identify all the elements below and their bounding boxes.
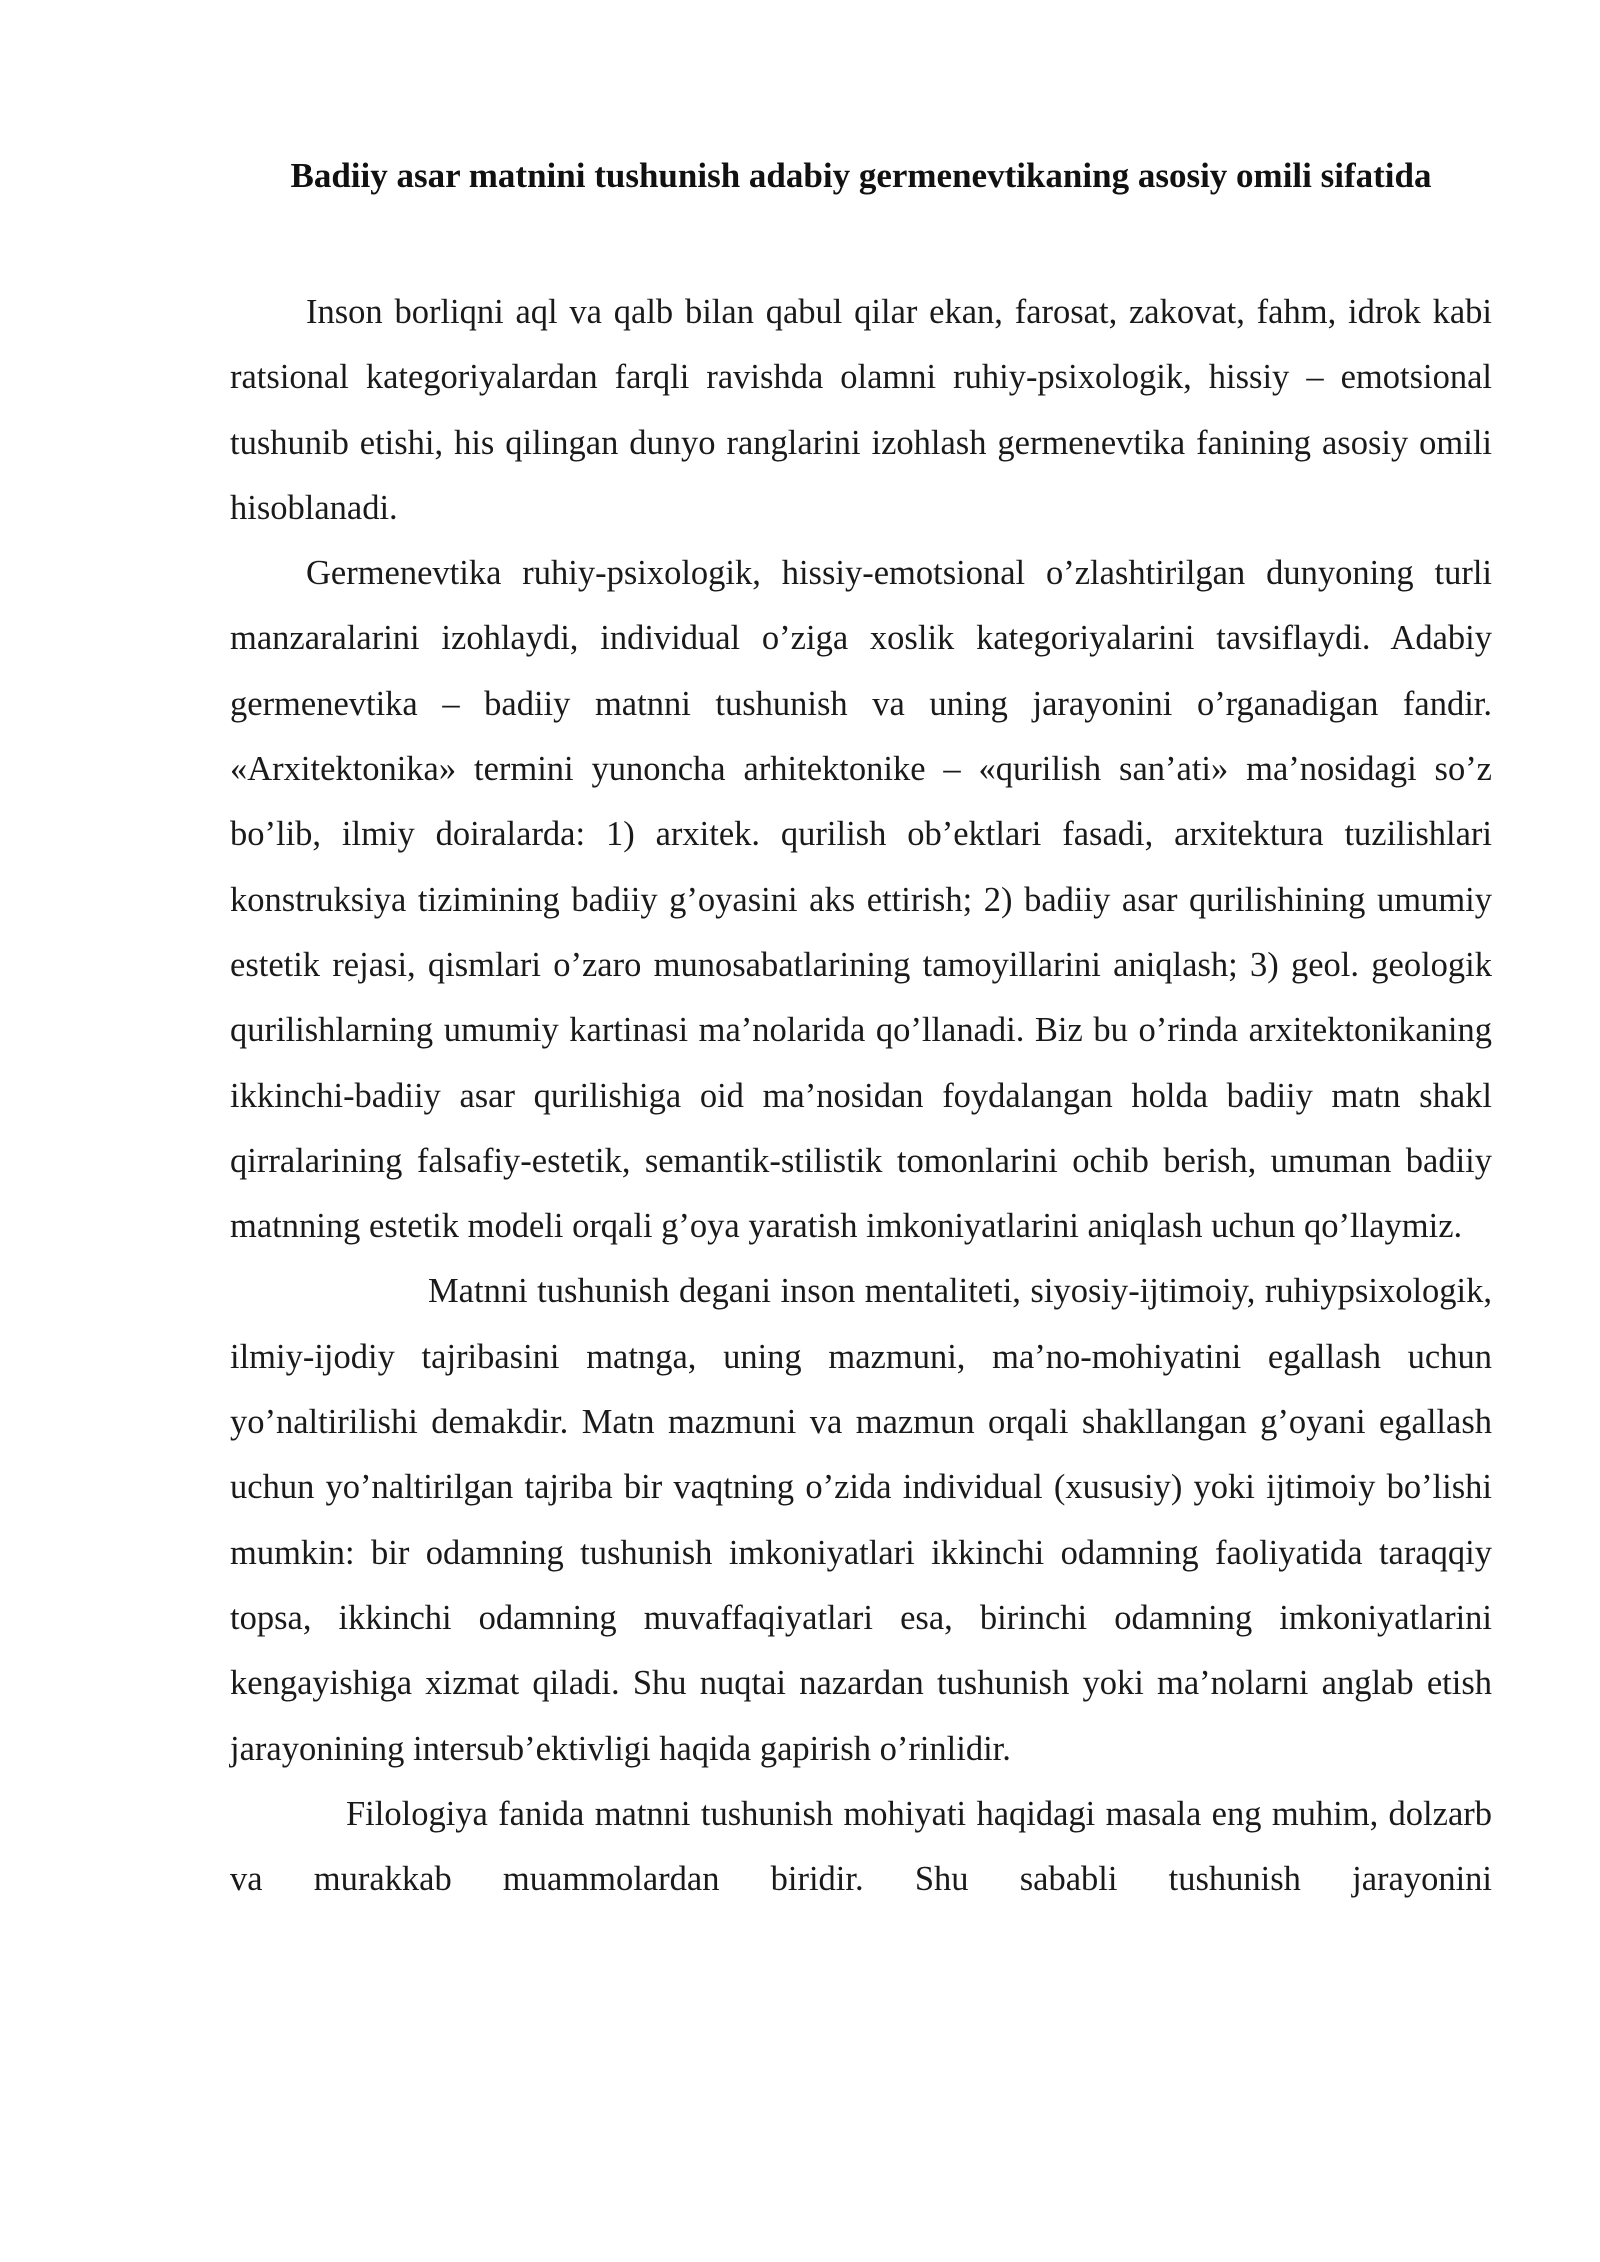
paragraph-4: Filologiya fanida matnni tushunish mohiyati haqidagi masala eng muhim, dolzarb va murakkab muammolardan biridir. Shu sababli tushunish jarayonini xyxy=(230,1794,1492,1899)
paragraph-3: Matnni tushunish degani inson mentaliteti, siyosiy-ijtimoiy, ruhiypsixologik, ilmiy-ijodiy tajribasini matnga, uning mazmuni, ma’no-mohiyatini egallash uchun yo’naltirilishi demakdir. Matn mazmuni va mazmun orqali shakllangan g’oyani egallash uchun yo’naltirilgan tajriba bir vaqtning o’zida individual (xususiy) yoki ijtimoiy bo’lishi mumkin: bir odamning tushunish imkoniyatlari ikkinchi odamning faoliyatida taraqqiy topsa, ikkinchi odamning muvaffaqiyatlari esa, birinchi odamning imkoniyatlarini kengayishiga xizmat qiladi. Shu nuqtai nazardan tushunish yoki ma’nolarni anglab etish jarayonining intersub’ektivligi haqida gapirish o’rinlidir. xyxy=(230,1272,1492,1768)
document-title: Badiiy asar matnini tushunish adabiy germenevtikaning asosiy omili sifatida xyxy=(290,156,1432,195)
document-body xyxy=(230,280,1492,1912)
paragraph-2: Germenevtika ruhiy-psixologik, hissiy-emotsional o’zlashtirilgan dunyoning turli manzaralarini izohlaydi, individual o’ziga xoslik kategoriyalarini tavsiflaydi. Adabiy germenevtika – badiiy matnni tushunish va uning jarayonini o’rganadigan fandir. «Arxitektonika» termini yunoncha arhitektonike – «qurilish san’ati» ma’nosidagi so’z bo’lib, ilmiy doiralarda: 1) arxitek. qurilish ob’ektlari fasadi, arxitektura tuzilishlari konstruksiya tizimining badiiy g’oyasini aks ettirish; 2) badiiy asar qurilishining umumiy estetik rejasi, qismlari o’zaro munosabatlarining tamoyillarini aniqlash; 3) geol. geologik qurilishlarning umumiy kartinasi ma’nolarida qo’llanadi. Biz bu o’rinda arxitektonikaning ikkinchi-badiiy asar qurilishiga oid ma’nosidan foydalangan holda badiiy matn shakl qirralarining falsafiy-estetik, semantik-stilistik tomonlarini ochib berish, umuman badiiy matnning estetik modeli orqali g’oya yaratish imkoniyatlarini aniqlash uchun qo’llaymiz. xyxy=(230,554,1492,1246)
paragraph-1: Inson borliqni aql va qalb bilan qabul qilar ekan, farosat, zakovat, fahm, idrok kabi ratsional kategoriyalardan farqli ravishda olamni ruhiy-psixologik, hissiy – emotsional tushunib etishi, his qilingan dunyo ranglarini izohlash germenevtika fanining asosiy omili hisoblanadi. xyxy=(230,293,1492,527)
